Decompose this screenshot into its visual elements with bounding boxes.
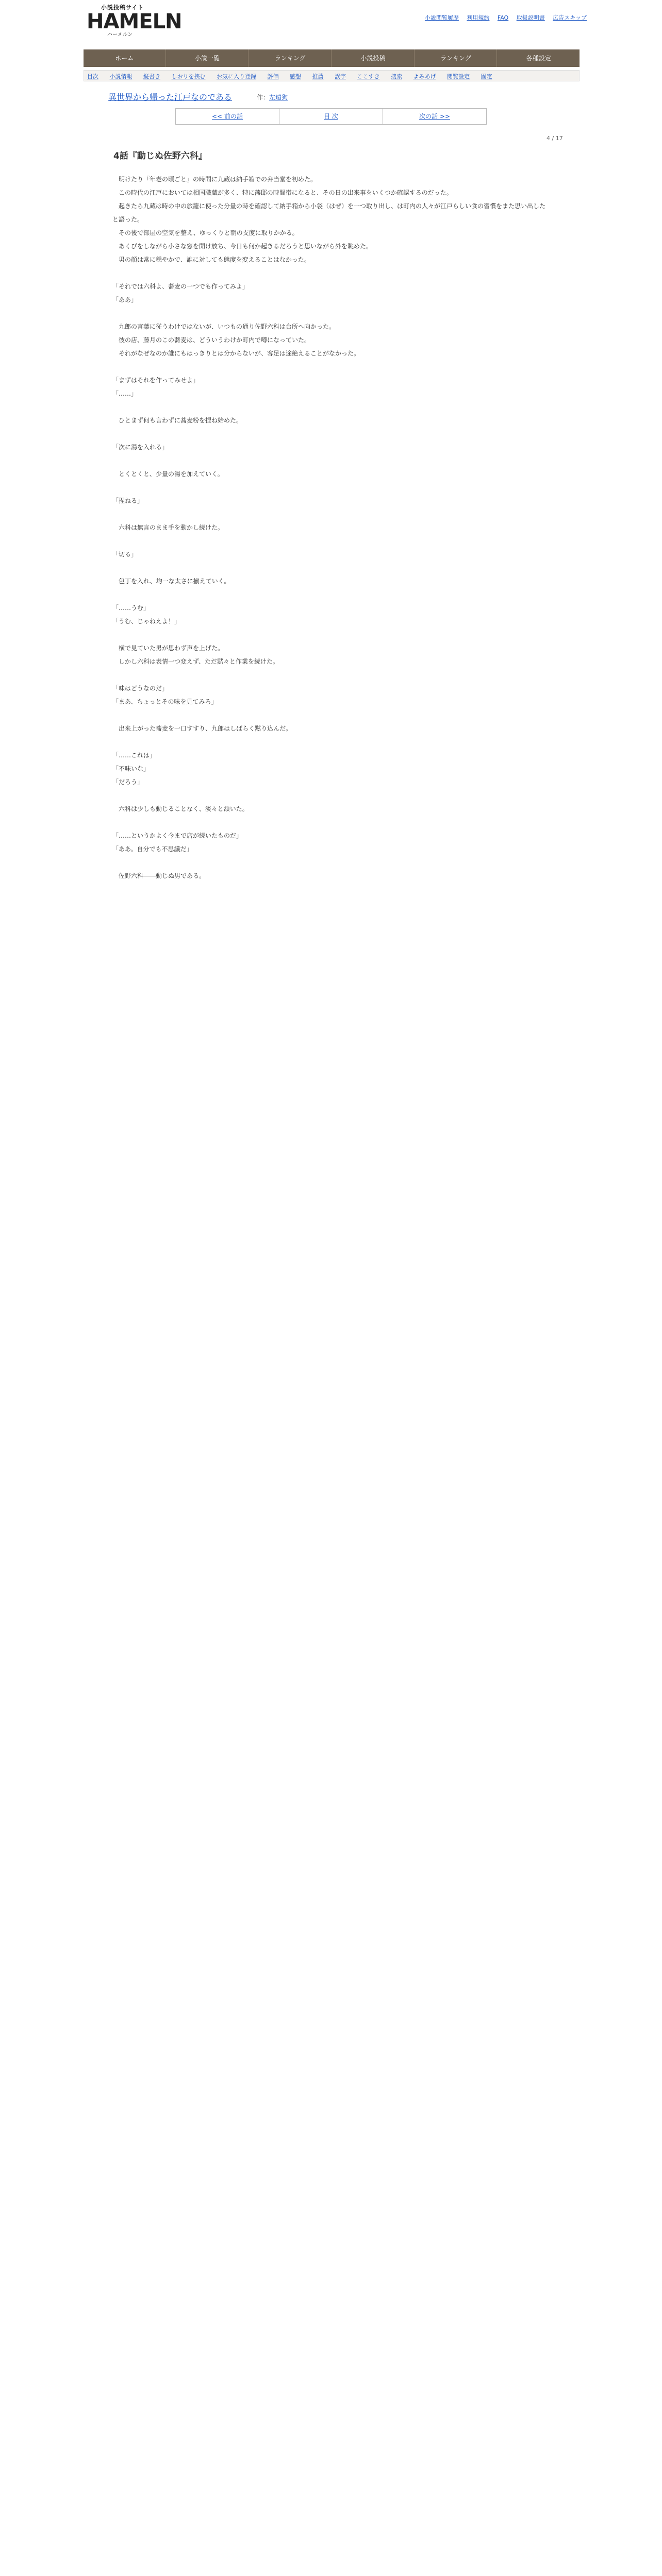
nav-novel-list[interactable]: 小説一覧 xyxy=(167,49,249,67)
subnav-search[interactable]: 捜索 xyxy=(391,73,402,80)
body-paragraph xyxy=(112,454,550,467)
body-paragraph xyxy=(112,735,550,749)
body-paragraph xyxy=(112,628,550,641)
subnav-toc[interactable]: 目次 xyxy=(87,73,98,80)
body-paragraph: 六科は無言のまま手を動かし続けた。 xyxy=(112,524,224,531)
body-paragraph: それがなぜなのか誰にもはっきりとは分からないが、客足は途絶えることがなかった。 xyxy=(112,350,360,357)
body-paragraph xyxy=(112,534,550,548)
body-paragraph: 男の顔は常に穏やかで、誰に対しても態度を変えることはなかった。 xyxy=(112,256,310,263)
body-paragraph xyxy=(112,266,550,280)
subnav-info[interactable]: 小説情報 xyxy=(109,73,133,80)
subnav-view-settings[interactable]: 閲覧設定 xyxy=(447,73,470,80)
skip-ad-link[interactable]: 広告スキップ xyxy=(553,14,587,21)
body-paragraph xyxy=(112,668,550,682)
body-paragraph xyxy=(112,708,550,722)
body-paragraph: 「捏ねる」 xyxy=(112,497,144,504)
body-paragraph: 「……」 xyxy=(112,390,138,397)
body-paragraph xyxy=(112,400,550,414)
subnav-favorite[interactable]: お気に入り登録 xyxy=(217,73,256,80)
chapter-body xyxy=(112,173,550,883)
author-line xyxy=(257,93,288,101)
body-paragraph: 「まあ、ちょっとその味を見てみろ」 xyxy=(112,698,218,705)
top-links xyxy=(419,13,587,22)
nav-settings[interactable]: 各種設定 xyxy=(498,49,580,67)
body-paragraph xyxy=(112,427,550,440)
work-title[interactable]: 異世界から帰った江戸なのである xyxy=(108,92,233,102)
author-prefix: 作： xyxy=(257,94,270,101)
next-chapter-button[interactable]: 次の話 >> xyxy=(419,113,450,120)
subnav-recommend[interactable]: 推薦 xyxy=(312,73,324,80)
subnav-vertical[interactable]: 縦書き xyxy=(143,73,160,80)
body-paragraph: 九郎の言葉に従うわけではないが、いつもの通り佐野六科は台所へ向かった。 xyxy=(112,323,336,330)
body-paragraph: 「うむ、じゃねえよ！」 xyxy=(112,618,181,625)
body-paragraph: 「ああ」 xyxy=(112,296,138,303)
body-paragraph: 出来上がった蕎麦を一口すすり、九郎はしばらく黙り込んだ。 xyxy=(112,725,292,732)
manual-link[interactable]: 取扱説明書 xyxy=(516,14,545,21)
body-paragraph: 「ああ。自分でも不思議だ」 xyxy=(112,845,193,853)
prev-chapter-button[interactable]: << 前の話 xyxy=(176,109,279,124)
nav-home[interactable]: ホーム xyxy=(84,49,166,67)
body-paragraph: ひとまず何も言わずに蕎麦粉を捏ね始めた。 xyxy=(112,417,243,424)
body-paragraph: この時代の江戸においては相国職蔵が多く、特に藩邸の時間帯になると、その日の出来事をいくつか確認するのだった。 xyxy=(112,189,453,196)
subnav-bookmark[interactable]: しおりを挟む xyxy=(171,73,206,80)
body-paragraph xyxy=(112,360,550,374)
logo-text: HAMELN xyxy=(87,10,182,33)
body-paragraph: 「切る」 xyxy=(112,551,138,558)
body-paragraph: 佐野六科――動じぬ男である。 xyxy=(112,872,206,879)
body-paragraph xyxy=(112,481,550,494)
toc-button[interactable]: 目 次 xyxy=(279,109,383,124)
subnav-typo[interactable]: 誤字 xyxy=(335,73,346,80)
nav-ranking-2[interactable]: ランキング xyxy=(415,49,498,67)
site-header xyxy=(0,0,662,47)
body-paragraph xyxy=(112,307,550,320)
nav-ranking[interactable]: ランキング xyxy=(249,49,332,67)
body-paragraph xyxy=(112,507,550,521)
subnav-rate[interactable]: 評価 xyxy=(267,73,279,80)
body-paragraph: 「それでは六科よ、蕎麦の一つでも作ってみよ」 xyxy=(112,283,249,290)
body-paragraph: 横で見ていた男が思わず声を上げた。 xyxy=(112,645,224,652)
body-paragraph: 彼の店、藤月のこの蕎麦は、どういうわけか町内で噂になっていた。 xyxy=(112,336,311,344)
body-paragraph: 包丁を入れ、均一な太さに揃えていく。 xyxy=(112,578,230,585)
body-paragraph: 「味はどうなのだ」 xyxy=(112,685,169,692)
logo-kana: ハーメルン xyxy=(107,32,133,38)
faq-link[interactable]: FAQ xyxy=(497,14,509,21)
body-paragraph: 「……というかよく今まで店が続いたものだ」 xyxy=(112,832,243,839)
history-link[interactable]: 小説閲覧履歴 xyxy=(424,14,459,21)
body-paragraph: 「だろう」 xyxy=(112,778,144,786)
body-paragraph: 「不味いな」 xyxy=(112,765,150,772)
body-paragraph: 六科は少しも動じることなく、淡々と頷いた。 xyxy=(112,805,249,812)
body-paragraph: 明けたり『年老の頃ごと』の時間に九蔵は納手箱での弁当堂を初めた。 xyxy=(112,176,317,183)
subnav-readaloud[interactable]: よみあげ xyxy=(413,73,436,80)
logo-subtitle: 小説投稿サイト xyxy=(101,4,144,11)
chapter-count: 4 / 17 xyxy=(547,135,563,142)
body-paragraph: しかし六科は表情一つ変えず、ただ黙々と作業を続けた。 xyxy=(112,658,279,665)
sub-nav xyxy=(84,70,580,81)
body-paragraph xyxy=(112,789,550,802)
body-paragraph: その後で部屋の空気を整え、ゆっくりと朝の支度に取りかかる。 xyxy=(112,229,299,236)
chapter-pager xyxy=(175,108,487,125)
body-paragraph: 「……うむ」 xyxy=(112,604,150,612)
author-link[interactable]: 左遠狗 xyxy=(269,94,288,101)
nav-post[interactable]: 小説投稿 xyxy=(332,49,415,67)
body-paragraph: とくとくと、少量の湯を加えていく。 xyxy=(112,470,224,478)
subnav-pin[interactable]: 固定 xyxy=(481,73,492,80)
site-logo[interactable] xyxy=(87,3,182,38)
main-nav xyxy=(84,49,580,67)
body-paragraph xyxy=(112,588,550,601)
body-paragraph xyxy=(112,816,550,829)
subnav-like[interactable]: ここすき xyxy=(357,73,380,80)
body-paragraph xyxy=(112,856,550,869)
chapter-title: 4話『動じぬ佐野六科』 xyxy=(113,151,207,161)
body-paragraph: 起きたら九蔵は時の中の旅籠に使った分量の時を確認して納手箱から小袋（はぜ）を一つ取り出し、は町内の人々が江戸らしい食の習慣をまた思い出したと語った。 xyxy=(112,202,546,223)
subnav-comment[interactable]: 感想 xyxy=(290,73,301,80)
body-paragraph xyxy=(112,561,550,574)
body-paragraph: あくびをしながら小さな窓を開け放ち、今日も何か起きるだろうと思いながら外を眺めた。 xyxy=(112,243,373,250)
body-paragraph: 「次に湯を入れる」 xyxy=(112,444,169,451)
body-paragraph: 「……これは」 xyxy=(112,752,156,759)
terms-link[interactable]: 利用規約 xyxy=(467,14,490,21)
body-paragraph: 「まずはそれを作ってみせよ」 xyxy=(112,377,200,384)
